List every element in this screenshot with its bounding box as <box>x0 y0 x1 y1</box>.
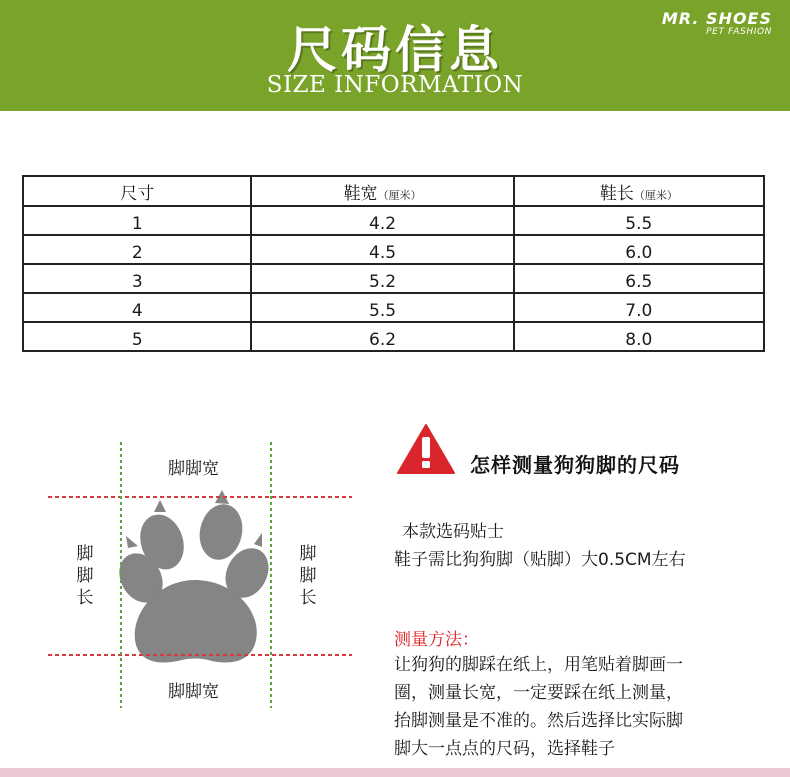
method-line: 让狗狗的脚踩在纸上，用笔贴着脚画一 <box>394 655 683 675</box>
measure-guide-title: 怎样测量狗狗脚的尺码 <box>470 453 680 477</box>
size-table <box>22 175 765 352</box>
top-width-label: 脚脚宽 <box>168 459 219 479</box>
tip-heading: 本款选码贴士 <box>402 522 504 542</box>
cell-width: 4.2 <box>251 206 513 235</box>
cell-width: 4.5 <box>251 235 513 264</box>
header-width: 鞋宽（厘米） <box>251 176 513 206</box>
table-row <box>23 264 764 293</box>
bottom-decoration-strip <box>0 768 790 777</box>
table-row <box>23 235 764 264</box>
table-row <box>23 206 764 235</box>
method-line: 脚大一点点的尺码，选择鞋子 <box>394 739 615 759</box>
brand-logo <box>662 9 772 37</box>
page-title: 尺码信息 <box>287 21 503 79</box>
method-line: 抬脚测量是不准的。然后选择比实际脚 <box>394 711 683 731</box>
paw-print-icon <box>111 490 277 663</box>
method-title: 测量方法： <box>394 630 479 650</box>
cell-size: 1 <box>23 206 251 235</box>
cell-length: 6.0 <box>514 235 764 264</box>
page-subtitle: SIZE INFORMATION <box>266 72 524 98</box>
header-width-unit: （厘米） <box>377 188 422 202</box>
left-length-label: 脚 脚 长 <box>76 544 94 608</box>
cell-size: 3 <box>23 264 251 293</box>
right-length-label: 脚 脚 长 <box>299 544 317 608</box>
header-size: 尺寸 <box>23 176 251 206</box>
cell-length: 6.5 <box>514 264 764 293</box>
table-row <box>23 293 764 322</box>
cell-width: 6.2 <box>251 322 513 351</box>
method-line: 圈，测量长宽，一定要踩在纸上测量， <box>394 683 683 703</box>
brand-name: MR. SHOES <box>661 9 772 28</box>
warning-triangle-icon <box>396 423 456 475</box>
bottom-width-label: 脚脚宽 <box>168 682 219 702</box>
cell-length: 7.0 <box>514 293 764 322</box>
header-banner <box>0 0 790 111</box>
cell-size: 5 <box>23 322 251 351</box>
cell-width: 5.2 <box>251 264 513 293</box>
tip-text: 鞋子需比狗狗脚（贴脚）大0.5CM左右 <box>394 550 686 570</box>
cell-length: 8.0 <box>514 322 764 351</box>
table-header-row <box>23 176 764 206</box>
brand-tagline: PET FASHION <box>706 27 772 37</box>
method-text <box>394 651 754 763</box>
paw-measure-diagram <box>40 440 360 710</box>
cell-length: 5.5 <box>514 206 764 235</box>
cell-size: 2 <box>23 235 251 264</box>
header-length: 鞋长（厘米） <box>514 176 764 206</box>
cell-size: 4 <box>23 293 251 322</box>
header-length-unit: （厘米） <box>633 188 678 202</box>
table-row <box>23 322 764 351</box>
cell-width: 5.5 <box>251 293 513 322</box>
